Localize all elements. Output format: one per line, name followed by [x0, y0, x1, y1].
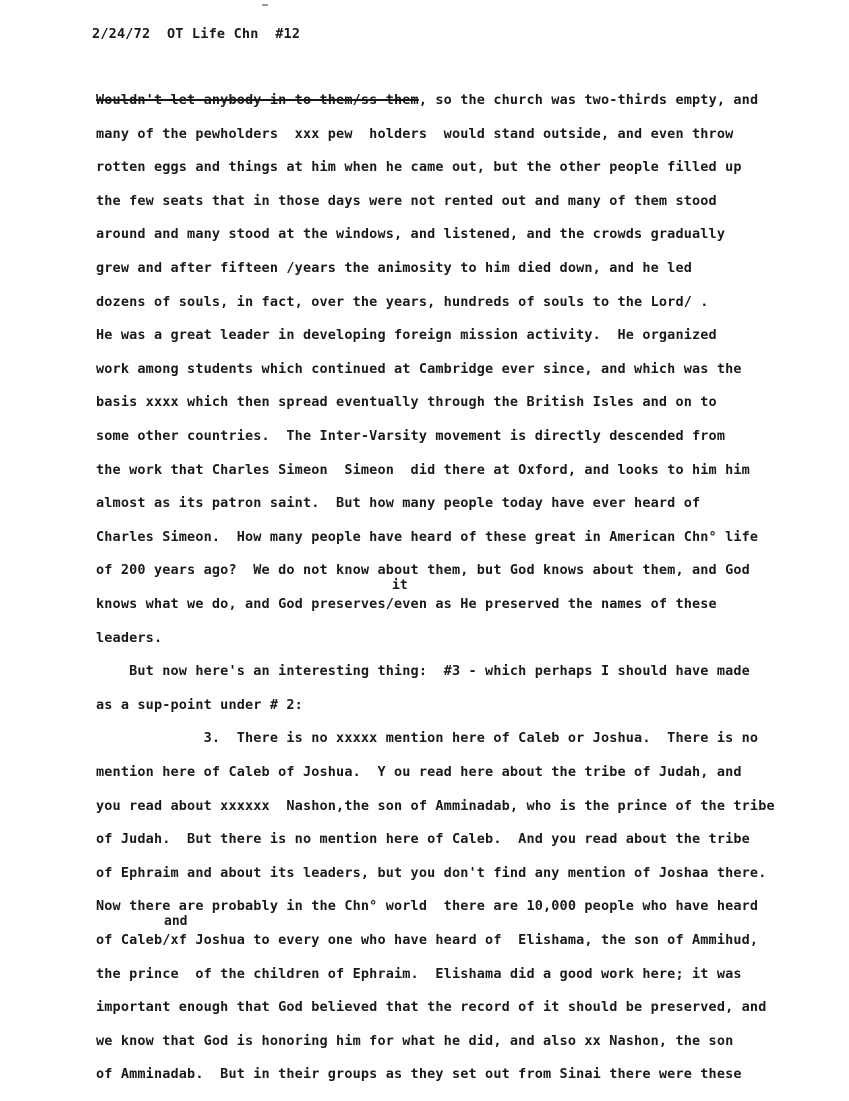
text-line	[96, 562, 750, 578]
text-line	[96, 159, 742, 175]
line-text: the few seats that in those days were not rented out and many of them stood	[96, 192, 717, 209]
text-line	[96, 92, 758, 108]
text-line	[96, 126, 733, 142]
text-line	[96, 226, 725, 242]
interlinear-insertion: and	[164, 914, 188, 930]
line-text: around and many stood at the windows, and listened, and the crowds gradually	[96, 226, 726, 243]
line-text: , so the church was two-thirds empty, and	[418, 92, 759, 108]
text-line	[96, 764, 742, 780]
text-line	[96, 327, 717, 343]
text-line	[96, 1066, 742, 1082]
text-line	[96, 966, 742, 982]
line-text: work among students which continued at Cambridge ever since, and which was the	[96, 360, 742, 377]
line-text: But now here's an interesting thing: #3 - which perhaps I should have made	[96, 663, 750, 680]
line-text: of Judah. But there is no mention here of Caleb. And you read about the tribe	[96, 831, 750, 848]
text-line	[96, 294, 709, 310]
line-text: as a sup-point under # 2:	[96, 696, 303, 713]
text-line	[96, 865, 767, 881]
text-line	[96, 596, 717, 612]
struck-text: Wouldn't let anybody in to them/ss them	[96, 92, 419, 108]
line-text: the work that Charles Simeon Simeon did there at Oxford, and looks to him him	[96, 461, 750, 478]
text-line	[96, 361, 742, 377]
text-line	[96, 529, 758, 545]
line-text: mention here of Caleb of Joshua. Y ou read here about the tribe of Judah, and	[96, 764, 742, 780]
line-text: dozens of souls, in fact, over the years, hundreds of souls to the Lord/ .	[96, 293, 709, 310]
line-text: knows what we do, and God preserves/even as He preserved the names of these	[96, 596, 717, 612]
line-text: we know that God is honoring him for what he did, and also xx Nashon, the son	[96, 1032, 734, 1049]
line-text: of Ephraim and about its leaders, but you don't find any mention of Joshaa there.	[96, 864, 767, 881]
line-text: important enough that God believed that the record of it should be preserved, and	[96, 999, 767, 1016]
text-line	[96, 999, 767, 1015]
text-line	[96, 428, 725, 444]
line-text: Charles Simeon. How many people have heard of these great in American Chn° life	[96, 528, 759, 545]
text-line	[96, 932, 758, 948]
text-line	[96, 260, 692, 276]
text-line	[96, 831, 750, 847]
line-text: leaders.	[96, 629, 163, 646]
line-text: Now there are probably in the Chn° world there are 10,000 people who have heard	[96, 898, 759, 915]
text-line	[96, 1033, 733, 1049]
page-header: 2/24/72 OT Life Chn #12	[92, 26, 301, 42]
line-text: of 200 years ago? We do not know about them, but God knows about them, and God	[96, 562, 750, 579]
text-line	[96, 663, 750, 679]
line-text: of Amminadab. But in their groups as they set out from Sinai there were these	[96, 1066, 742, 1083]
line-text: of Caleb/xf Joshua to every one who have heard of Elishama, the son of Ammihud,	[96, 932, 759, 948]
text-line	[96, 798, 775, 814]
text-line	[96, 730, 758, 746]
line-text: basis xxxx which then spread eventually through the British Isles and on to	[96, 394, 717, 411]
line-text: almost as its patron saint. But how many people today have ever heard of	[96, 495, 701, 512]
line-text: many of the pewholders xxx pew holders would stand outside, and even throw	[96, 125, 734, 142]
text-line	[96, 697, 303, 713]
text-line	[96, 394, 717, 410]
text-line	[96, 495, 700, 511]
line-text: some other countries. The Inter-Varsity movement is directly descended from	[96, 428, 726, 444]
text-line	[96, 193, 717, 209]
text-line	[96, 630, 162, 646]
smudge-mark	[262, 4, 268, 6]
line-text: the prince of the children of Ephraim. Elishama did a good work here; it was	[96, 965, 742, 982]
line-text: 3. There is no xxxxx mention here of Caleb or Joshua. There is no	[96, 730, 759, 747]
text-line	[96, 462, 750, 478]
line-text: you read about xxxxxx Nashon,the son of Amminadab, who is the prince of the tribe	[96, 797, 775, 814]
line-text: grew and after fifteen /years the animosity to him died down, and he led	[96, 260, 692, 276]
interlinear-insertion: it	[392, 578, 408, 594]
line-text: He was a great leader in developing foreign mission activity. He organized	[96, 327, 717, 344]
text-line	[96, 898, 758, 914]
line-text: rotten eggs and things at him when he came out, but the other people filled up	[96, 159, 742, 176]
